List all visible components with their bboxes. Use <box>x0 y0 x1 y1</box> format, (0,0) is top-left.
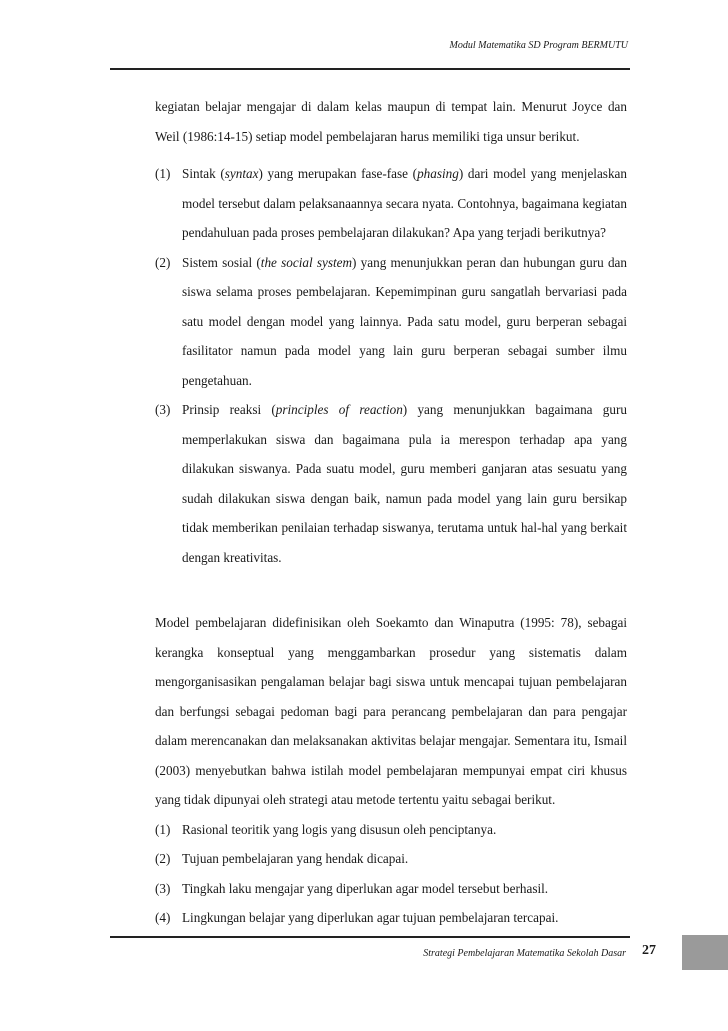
list-item <box>155 248 627 396</box>
list-item <box>155 395 627 572</box>
item-text: Sistem sosial ( <box>182 254 261 270</box>
list-number: (3) <box>155 880 171 896</box>
list-item <box>155 844 627 874</box>
italic-term: the social system <box>260 254 353 270</box>
list-number: (4) <box>155 910 171 925</box>
intro-paragraph: kegiatan belajar mengajar di dalam kelas maupun di tempat lain. Menurut Joyce dan Weil (1986:14-15) setiap model pembelajaran harus memiliki tiga unsur berikut. <box>155 99 627 144</box>
list-item <box>155 874 627 904</box>
definition-paragraph: Model pembelajaran didefinisikan oleh Soekamto dan Winaputra (1995: 78), sebagai kerangka konseptual yang menggambarkan prosedur yang sistematis dalam mengorganisasikan pengalaman belajar bagi siswa untuk mencapai tujuan pembelajaran dan berfungsi sebagai pedoman bagi para perancang pembelajaran dan para pengajar dalam merencanakan dan melaksanakan aktivitas belajar mengajar. Sementara itu, Ismail (2003) menyebutkan bahwa istilah model pembelajaran mempunyai empat ciri khusus yang tidak dipunyai oleh strategi atau metode tertentu yaitu sebagai berikut. <box>155 615 627 807</box>
item-text: ) yang merupakan fase-fase ( <box>258 166 418 181</box>
item-text: ) yang menunjukkan bagaimana guru memperlakukan siswa dan bagaimana pula ia merespon terhadap apa yang dilakukan siswanya. Pada suatu model, guru memberi ganjaran atas sesuatu yang sudah dilakukan siswa dengan baik, namun pada model yang lain guru bersikap tidak memberikan penilaian terhadap siswanya, terutama untuk hal-hal yang berkait dengan kreativitas. <box>182 402 627 565</box>
item-text: Rasional teoritik yang logis yang disusun oleh penciptanya. <box>182 821 497 837</box>
list-item <box>155 903 627 933</box>
page-footer: Strategi Pembelajaran Matematika Sekolah Dasar <box>423 948 626 959</box>
list-number: (3) <box>155 402 171 417</box>
page-tab-marker <box>682 935 728 970</box>
spacer <box>155 572 627 608</box>
italic-term: phasing <box>417 166 459 181</box>
list-number: (2) <box>155 254 171 270</box>
item-text: Lingkungan belajar yang diperlukan agar tujuan pembelajaran tercapai. <box>182 910 559 925</box>
page-body <box>155 92 627 933</box>
list-item <box>155 815 627 845</box>
item-text: Tujuan pembelajaran yang hendak dicapai. <box>182 851 409 866</box>
item-text: Sintak ( <box>182 166 225 181</box>
list-item <box>155 159 627 248</box>
model-features-list <box>155 815 627 933</box>
italic-term: syntax <box>224 166 259 181</box>
item-text: Prinsip reaksi ( <box>182 402 276 417</box>
page-header: Modul Matematika SD Program BERMUTU <box>449 40 628 51</box>
list-number: (2) <box>155 851 171 866</box>
item-text: ) dari model yang menjelaskan model tersebut dalam pelaksanaannya secara nyata. Contohnya, bagaimana kegiatan pendahuluan pada proses pembelajaran dilakukan? Apa yang terjadi berikutnya? <box>182 166 627 240</box>
item-text: Tingkah laku mengajar yang diperlukan agar model tersebut berhasil. <box>182 880 549 896</box>
list-number: (1) <box>155 166 171 181</box>
footer-divider <box>110 936 630 938</box>
list-number: (1) <box>155 821 171 837</box>
page-number: 27 <box>642 943 656 958</box>
header-divider <box>110 68 630 70</box>
item-text: ) yang menunjukkan peran dan hubungan guru dan siswa selama proses pembelajaran. Kepemimpinan guru sangatlah bervariasi pada satu model dengan model yang lainnya. Pada satu model, guru berperan sebagai fasilitator namun pada model yang lain guru berperan sebagai sumber ilmu pengetahuan. <box>182 254 627 388</box>
spacer <box>155 151 627 159</box>
italic-term: principles of reaction <box>275 402 403 417</box>
model-elements-list <box>155 159 627 572</box>
